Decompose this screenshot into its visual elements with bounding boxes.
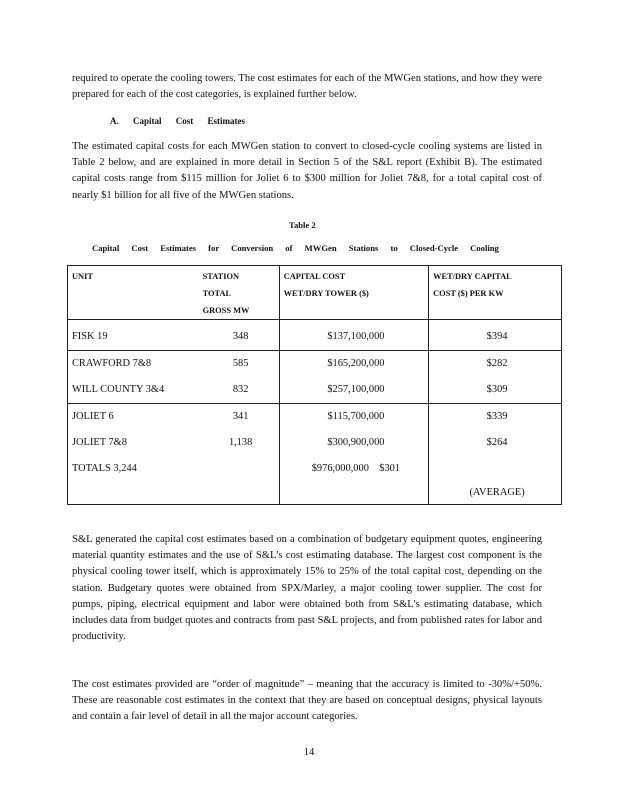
estimates-paragraph: The estimated capital costs for each MWGen station to convert to closed-cycle cooling systems are listed in Table 2 below, and are explained in more detail in Section 5 of the S&L report (Exhibit B). The estimated capital costs range from $115 million for Joliet 6 to $300 million for Joliet 7&8, for a total capital cost of nearly $1 billion for all five of the MWGen stations.	[72, 141, 542, 201]
generated-paragraph: S&L generated the capital cost estimates based on a combination of budgetary equipment quotes, engineering material quantity estimates and the use of S&L's cost estimating database. The largest cost component is the physical cooling tower itself, which is approximately 15% to 25% of the total capital cost, depending on the station. Budgetary quotes were obtained from SPX/Marley, a major cooling tower supplier. The cost for pumps, piping, electrical equipment and labor were obtained both from S&L's estimating database, which includes data from budget quotes and contracts from past S&L projects, and from published rates for labor and productivity.	[72, 534, 542, 643]
row-per-kw: $339 $264 (AVERAGE)	[429, 404, 562, 505]
totals-average: $301	[379, 463, 401, 474]
header-station: STATION TOTAL GROSS MW	[199, 266, 280, 320]
row-mw: 341 1,138	[199, 404, 280, 505]
header-cost-per-kw: WET/DRY CAPITAL COST ($) PER KW	[429, 266, 562, 320]
capital-cost-table	[67, 265, 562, 505]
row-cost: $115,700,000 $300,900,000 $976,000,000 $301	[279, 404, 428, 505]
row-unit: CRAWFORD 7&8 WILL COUNTY 3&4	[68, 351, 199, 404]
row-unit: FISK 19	[68, 320, 199, 351]
average-note: (AVERAGE)	[469, 487, 525, 498]
accuracy-paragraph: The cost estimates provided are “order of magnitude” – meaning that the accuracy is limited to -30%/+50%. These are reasonable cost estimates in the context that they are based on conceptual designs, physical layouts and contain a fair level of detail in all the major account categories.	[72, 679, 542, 723]
totals-cost: $976,000,000 $301	[311, 463, 401, 474]
table-row	[68, 320, 562, 351]
table-row	[68, 404, 562, 505]
section-heading: A. Capital Cost Estimates	[110, 116, 245, 126]
header-capital-cost: CAPITAL COST WET/DRY TOWER ($)	[279, 266, 428, 320]
row-unit: JOLIET 6 JOLIET 7&8 TOTALS 3,244	[68, 404, 199, 505]
row-per-kw: $282 $309	[429, 351, 562, 404]
table-row	[68, 351, 562, 404]
table-number: Table 2	[289, 220, 316, 230]
page-number: 14	[303, 747, 315, 758]
intro-paragraph: required to operate the cooling towers. The cost estimates for each of the MWGen stations, and how they were prepared for each of the cost categories, is explained further below.	[72, 73, 542, 101]
row-mw: 348	[199, 320, 280, 351]
header-unit: UNIT	[68, 266, 199, 320]
row-mw: 585 832	[199, 351, 280, 404]
row-cost: $137,100,000	[279, 320, 428, 351]
row-cost: $165,200,000 $257,100,000	[279, 351, 428, 404]
table-caption: Capital Cost Estimates for Conversion of MWGen Stations to Closed-Cycle Cooling	[92, 243, 499, 253]
table-header-row	[68, 266, 562, 320]
row-per-kw: $394	[429, 320, 562, 351]
